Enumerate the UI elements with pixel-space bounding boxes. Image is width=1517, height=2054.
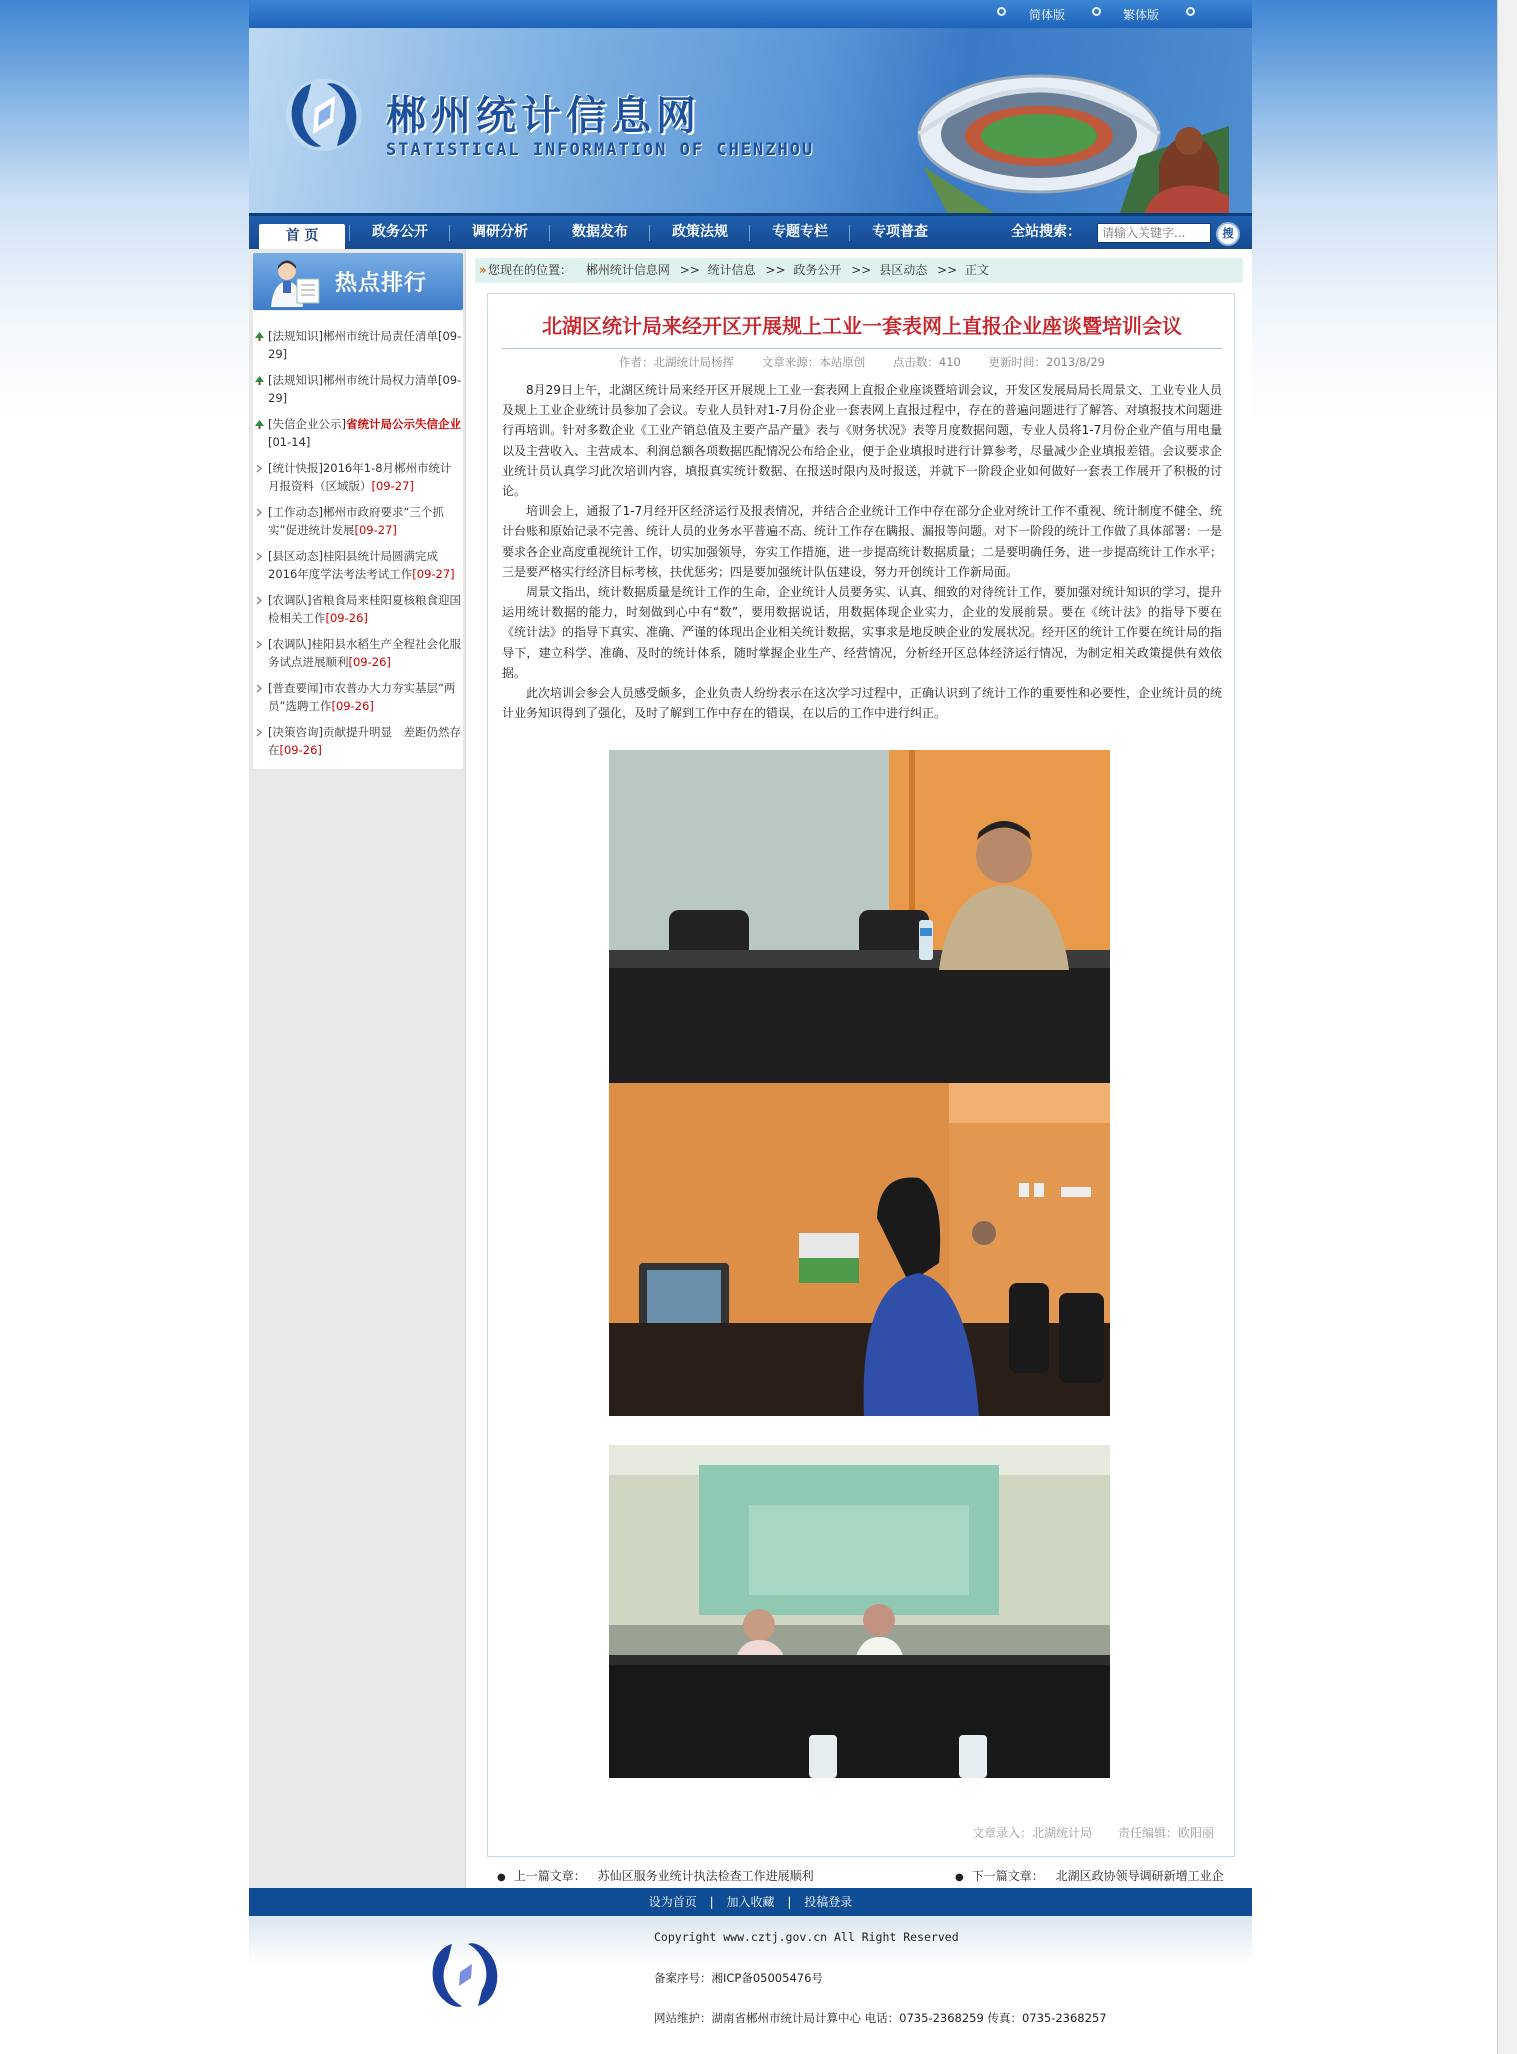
submit-login-link[interactable]: 投稿登录	[804, 1895, 853, 1909]
article-author: 作者：北湖统计局杨挥	[619, 355, 735, 369]
nav-divider	[849, 225, 850, 241]
arrow-right-icon	[255, 552, 263, 561]
hot-item[interactable]	[253, 679, 463, 715]
hot-item-date: [09-29]	[268, 373, 462, 405]
breadcrumb-separator: >>	[765, 263, 786, 277]
arrow-right-icon	[255, 596, 263, 605]
hot-item-link[interactable]: [农调队]省粮食局来桂阳夏核粮食迎国检相关工作	[268, 593, 461, 625]
site-subtitle: STATISTICAL INFORMATION OF CHENZHOU	[386, 140, 815, 160]
hot-item[interactable]	[253, 635, 463, 671]
arrow-right-icon	[255, 640, 263, 649]
search-button[interactable]: 搜	[1216, 222, 1240, 246]
footer-copyright: Copyright www.cztj.gov.cn All Right Reserved	[654, 1930, 959, 1944]
breadcrumb-current: 正文	[964, 263, 989, 277]
hot-item-link[interactable]: [统计快报]2016年1-8月郴州市统计月报资料（区域版）	[268, 461, 452, 493]
article-footer	[488, 1824, 1214, 1841]
bullet-icon	[1186, 7, 1195, 16]
breadcrumb-separator: >>	[679, 263, 700, 277]
breadcrumb-gov-affairs[interactable]: 政务公开	[793, 263, 842, 277]
breadcrumb-stat-info[interactable]: 统计信息	[707, 263, 756, 277]
scrollbar[interactable]	[1497, 0, 1517, 2054]
hot-item-link[interactable]: [普查要闻]市农普办大力夯实基层“两员”选聘工作	[268, 681, 456, 713]
hot-item-link[interactable]: [农调队]桂阳县水稻生产全程社会化服务试点进展顺利	[268, 637, 461, 669]
breadcrumb-separator: >>	[937, 263, 958, 277]
meeting-photo-3	[609, 1445, 1110, 1778]
hot-item-date: [09-27]	[412, 567, 455, 581]
article-updated: 更新时间：2013/8/29	[988, 355, 1105, 369]
hot-item-link[interactable]: [县区动态]桂阳县统计局圆满完成2016年度学法考法考试工作	[268, 549, 438, 581]
article-body	[502, 380, 1222, 723]
breadcrumb-label: 您现在的位置：	[488, 263, 573, 277]
article-entry: 文章录入：北湖统计局	[972, 1826, 1093, 1840]
hot-item-link[interactable]: [法规知识]郴州市统计局权力清单	[268, 373, 438, 387]
hot-item[interactable]	[253, 459, 463, 495]
hot-item[interactable]	[253, 327, 463, 363]
title-divider	[502, 348, 1222, 349]
nav-divider	[349, 225, 350, 241]
breadcrumb-county-news[interactable]: 县区动态	[879, 263, 928, 277]
article-editor: 责任编辑：欧阳丽	[1117, 1826, 1214, 1840]
nav-divider	[549, 225, 550, 241]
nav-government-affairs[interactable]: 政务公开	[372, 224, 428, 240]
nav-divider	[649, 225, 650, 241]
hot-item-link[interactable]: [工作动态]郴州市政府要求“三个抓实”促进统计发展	[268, 505, 444, 537]
hot-item-link[interactable]: [法规知识]郴州市统计局责任清单	[268, 329, 438, 343]
meeting-photo-2	[609, 1083, 1110, 1416]
search-label: 全站搜索：	[1011, 224, 1081, 240]
article-meta	[488, 354, 1236, 370]
nav-home[interactable]: 首 页	[259, 224, 345, 249]
nav-data-release[interactable]: 数据发布	[572, 224, 628, 240]
article	[487, 293, 1235, 1857]
hot-item-date: [09-27]	[354, 523, 397, 537]
add-favorite-link[interactable]: 加入收藏	[726, 1895, 775, 1909]
stadium-image	[889, 56, 1229, 213]
hot-item-highlight[interactable]: 省统计局公示失信企业	[345, 417, 461, 431]
bullet-icon	[1092, 7, 1101, 16]
bullet-icon: ●	[955, 1872, 964, 1883]
footer-links-bar	[249, 1888, 1252, 1916]
footer-separator: |	[787, 1895, 792, 1909]
hot-ranking-list	[253, 311, 463, 769]
hot-item[interactable]	[253, 371, 463, 407]
nav-special-census[interactable]: 专项普查	[872, 224, 928, 240]
arrow-right-icon	[255, 464, 263, 473]
hot-item-date: [09-26]	[331, 699, 374, 713]
hot-item-link[interactable]: [失信企业公示]	[268, 417, 346, 431]
search-input[interactable]	[1097, 223, 1211, 243]
sidebar	[249, 249, 466, 1889]
hot-item-date: [09-26]	[348, 655, 391, 669]
hot-ranking-title: 热点排行	[335, 271, 428, 296]
footer-separator: |	[709, 1895, 714, 1909]
page	[249, 0, 1252, 2054]
hot-item-date: [09-27]	[371, 479, 414, 493]
arrow-right-icon	[255, 684, 263, 693]
article-paragraph: 8月29日上午，北湖区统计局来经开区开展规上工业一套表网上直报企业座谈暨培训会议，开发区发展局局长周景文、工业专业人员及规上工业企业统计员参加了会议。专业人员针对1-7月份企业一套表网上直报过程中，存在的普遍问题进行了解答、对填报技术问题进行再培训。针对多数企业《工业产销总值及主要产品产量》表与《财务状况》表等月度数据问题，专业人员将1-7月份企业产值与用电量以及主营收入、主营成本、利润总额各项数据匹配情况公布给企业，便于企业填报时进行计算参考，尽量减少企业填报差错。会议要求企业统计员认真学习此次培训内容，填报真实统计数据、在报送时限内及时报送，并就下一阶段企业如何做好一套表工作展开了积极的讨论。	[502, 383, 1223, 499]
footer-icp: 备案序号：湘ICP备05005476号	[654, 1971, 823, 1985]
main-nav	[249, 213, 1252, 249]
prev-article[interactable]	[497, 1866, 814, 1888]
person-icon	[263, 257, 323, 307]
tree-icon	[255, 376, 264, 385]
set-homepage-link[interactable]: 设为首页	[648, 1895, 697, 1909]
bullet-icon: ●	[497, 1872, 506, 1883]
nav-policy-regulations[interactable]: 政策法规	[672, 224, 728, 240]
bullet-icon	[997, 7, 1006, 16]
breadcrumb	[475, 258, 1243, 283]
next-label: 下一篇文章：	[971, 1869, 1044, 1883]
footer-maintainer: 网站维护：湖南省郴州市统计局计算中心 电话：0735-2368259 传真：0735-2368257	[654, 2011, 1107, 2025]
hot-item[interactable]	[253, 415, 463, 451]
arrow-right-icon	[255, 728, 263, 737]
hot-item[interactable]	[253, 591, 463, 627]
tree-icon	[255, 420, 264, 429]
hot-item-link[interactable]: [决策咨询]贡献提升明显 差距仍然存在	[268, 725, 461, 757]
lang-traditional-link[interactable]: 繁体版	[1123, 8, 1160, 22]
hot-item-date: [09-26]	[325, 611, 368, 625]
breadcrumb-separator: >>	[851, 263, 872, 277]
article-paragraph: 培训会上，通报了1-7月经开区经济运行及报表情况，并结合企业统计工作中存在部分企业对统计工作不重视、统计制度不健全、统计台账和原始记录不完善、统计人员的业务水平普遍不高、统计工作存在瞒报、漏报等问题。对下一阶段的统计工作做了具体部署：一是要求各企业高度重视统计工作，切实加强领导，夯实工作措施，进一步提高统计数据质量；二是要明确任务，进一步提高统计工作水平；三是要严格实行经济目标考核，扶优惩劣；四是要加强统计队伍建设，努力开创统计工作新局面。	[502, 504, 1223, 579]
site-banner	[249, 28, 1252, 213]
site-title: 郴州统计信息网	[386, 93, 701, 139]
next-article-link[interactable]: 北湖区政协领导调研新增工业企	[1055, 1869, 1224, 1883]
prev-label: 上一篇文章：	[513, 1869, 586, 1883]
hot-item[interactable]	[253, 503, 463, 539]
hot-item[interactable]	[253, 547, 463, 583]
arrow-right-icon	[255, 508, 263, 517]
hot-item[interactable]	[253, 723, 463, 759]
lang-simplified-link[interactable]: 简体版	[1029, 8, 1066, 22]
breadcrumb-home[interactable]: 郴州统计信息网	[585, 263, 670, 277]
footer-logo-icon	[421, 1932, 509, 2018]
top-bar	[249, 0, 1252, 28]
article-paragraph: 周景文指出，统计数据质量是统计工作的生命，企业统计人员要务实、认真、细致的对待统计工作，要加强对统计知识的学习，提升运用统计数据的能力，时刻做到心中有“数”，要用数据说话，用数据体现企业实力，企业的发展前景。要在《统计法》的指导下要在《统计法》的指导下真实、准确、严谨的体现出企业相关统计数据，实事求是地反映企业的发展状况。经开区的统计工作要在统计局的指导下，建立科学、准确、及时的统计体系，随时掌握企业生产、经营情况，分析经开区总体经济运行情况，为制定相关政策提供有效依据。	[502, 585, 1223, 680]
hot-item-date: [09-29]	[268, 329, 462, 361]
hot-item-date: [09-26]	[279, 743, 322, 757]
article-title: 北湖区统计局来经开区开展规上工业一套表网上直报企业座谈暨培训会议	[542, 314, 1182, 338]
prev-article-link[interactable]: 苏仙区服务业统计执法检查工作进展顺利	[597, 1869, 814, 1883]
nav-research-analysis[interactable]: 调研分析	[472, 224, 528, 240]
hot-item-date: [01-14]	[268, 435, 311, 449]
article-source: 文章来源：本站原创	[761, 355, 866, 369]
double-arrow-icon: »	[479, 263, 487, 277]
footer	[249, 1916, 1252, 2036]
site-logo-icon	[281, 72, 367, 158]
hot-ranking-header	[253, 253, 463, 310]
meeting-photo-1	[609, 750, 1110, 1083]
article-paragraph: 此次培训会参会人员感受颇多，企业负责人纷纷表示在这次学习过程中，正确认识到了统计工作的重要性和必要性，企业统计员的统计业务知识得到了强化，及时了解到工作中存在的错误，在以后的工作中进行纠正。	[502, 686, 1223, 721]
article-clicks: 点击数：410	[892, 355, 961, 369]
nav-special-column[interactable]: 专题专栏	[772, 224, 828, 240]
nav-divider	[749, 225, 750, 241]
prev-next-nav	[489, 1866, 1233, 1886]
tree-icon	[255, 332, 264, 341]
nav-divider	[449, 225, 450, 241]
